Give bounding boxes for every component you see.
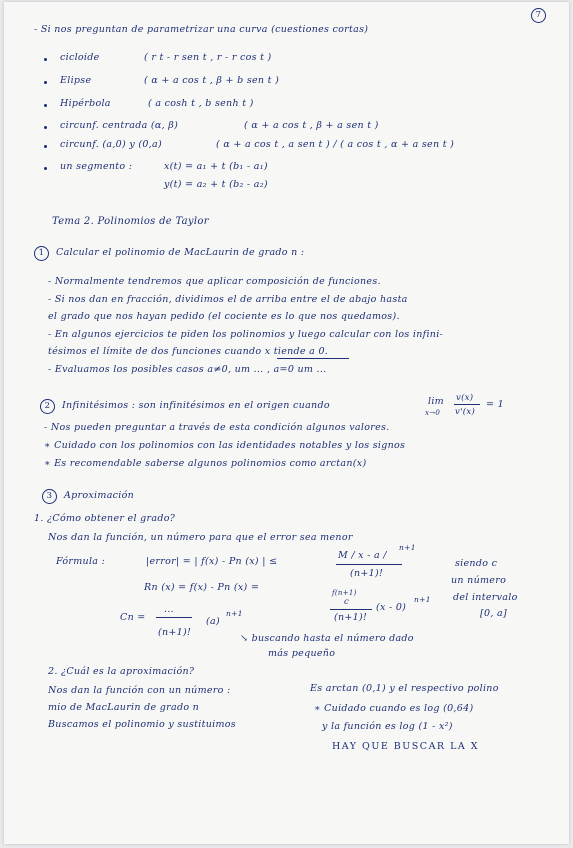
text-line: - Evaluamos los posibles casos a≠0, um ... , a=0 um ... (48, 364, 327, 375)
text-line: - Si nos dan en fracción, dividimos el de arriba entre el de abajo hasta (48, 294, 408, 305)
arrow-note: ↘ buscando hasta el número dado (240, 633, 414, 644)
page-number (531, 8, 546, 23)
text-line: Nos dan la función con un número : (48, 685, 231, 696)
bullet-dot (44, 104, 47, 107)
fraction-numerator: v(x) (456, 393, 474, 403)
section-title: Infinitésimos : son infinitésimos en el origen cuando (62, 400, 330, 411)
formula-exponent: n+1 (414, 595, 431, 604)
fraction-bar (330, 609, 372, 610)
formula-rhs: (x - 0) (376, 602, 407, 613)
text-line: ∗ Cuidado con los polinomios con las identidades notables y los signos (44, 440, 406, 451)
param-value: ( α + a cos t , β + b sen t ) (144, 75, 280, 86)
section-title: Calcular el polinomio de MacLaurin de grado n : (56, 247, 305, 258)
param-label: un segmento : (60, 161, 133, 172)
param-label: cicloide (60, 52, 100, 63)
page-number-text: 7 (535, 10, 542, 20)
cn-multiplier: (a) (206, 616, 220, 627)
param-label: circunf. (a,0) y (0,a) (60, 139, 162, 150)
param-value: ( a cosh t , b senh t ) (148, 98, 254, 109)
fraction-bar (336, 564, 402, 565)
formula-lhs: Rn (x) = f(x) - Pn (x) = (144, 582, 260, 593)
text-line: - Normalmente tendremos que aplicar composición de funciones. (48, 276, 381, 287)
bullet-dot (44, 126, 47, 129)
underline (277, 358, 349, 359)
fraction-denominator: v'(x) (455, 407, 476, 417)
param-value: ( α + a cos t , a sen t ) / ( a cos t , α + a sen t ) (216, 139, 455, 150)
cn-numerator: ... (164, 604, 174, 615)
section-number (34, 246, 49, 261)
cn-denominator: (n+1)! (158, 627, 192, 638)
formula-exponent: n+1 (399, 543, 416, 552)
side-note: [0, a] (480, 608, 507, 619)
text-line: ∗ Es recomendable saberse algunos polinomios como arctan(x) (44, 458, 367, 469)
text-line: - Nos pueden preguntar a través de esta condición algunos valores. (44, 422, 390, 433)
param-value: x(t) = a₁ + t (b₁ - a₁) (164, 161, 268, 172)
fraction-bar (156, 617, 192, 618)
formula-label: Fórmula : (56, 556, 106, 567)
bullet-dot (44, 145, 47, 148)
text-line: mio de MacLaurin de grado n (48, 702, 200, 713)
param-value: ( r t - r sen t , r - r cos t ) (144, 52, 272, 63)
text-line: - En algunos ejercicios te piden los polinomios y luego calcular con los infini- (48, 329, 444, 340)
limit-equals: = 1 (486, 399, 504, 410)
formula-derivative: f(n+1) (332, 589, 357, 597)
text-line: tésimos el límite de dos funciones cuando x tiende a 0. (48, 346, 329, 357)
formula-point: c (344, 597, 350, 607)
text-line: el grado que nos hayan pedido (el cociente es lo que nos quedamos). (48, 311, 400, 322)
section-number (42, 489, 57, 504)
param-label: Hipérbola (60, 98, 111, 109)
question-title: 2. ¿Cuál es la aproximación? (48, 666, 195, 677)
limit-subscript: x→0 (425, 409, 441, 417)
side-note: un número (451, 575, 507, 586)
intro-line: - Si nos preguntan de parametrizar una curva (cuestiones cortas) (34, 24, 369, 35)
text-line: Es arctan (0,1) y el respectivo polino (310, 683, 499, 694)
bullet-dot (44, 58, 47, 61)
formula-denominator: (n+1)! (350, 568, 384, 579)
limit-word: lim (428, 396, 444, 407)
section-number-text: 1 (38, 248, 45, 258)
highlight-note: HAY QUE BUSCAR LA X (332, 741, 480, 752)
formula-lhs: |error| = | f(x) - Pn (x) | ≤ (146, 556, 278, 567)
text-line: Buscamos el polinomio y sustituimos (48, 719, 236, 730)
section-number-text: 3 (46, 491, 53, 501)
bullet-dot (44, 167, 47, 170)
cn-lhs: Cn = (120, 612, 146, 623)
section-number (40, 399, 55, 414)
arrow-note: más pequeño (268, 648, 336, 659)
text-line: Nos dan la función, un número para que el error sea menor (48, 532, 353, 543)
fraction-bar (454, 404, 480, 405)
side-note: siendo c (455, 558, 498, 569)
cn-exponent: n+1 (226, 609, 243, 618)
text-line: y la función es log (1 - x²) (322, 721, 453, 732)
param-value: y(t) = a₂ + t (b₂ - a₂) (164, 179, 268, 190)
side-note: del intervalo (453, 592, 518, 603)
question-title: 1. ¿Cómo obtener el grado? (34, 513, 176, 524)
bullet-dot (44, 81, 47, 84)
formula-numerator: M / x - a / (338, 550, 387, 561)
text-line: ∗ Cuidado cuando es log (0,64) (314, 703, 474, 714)
param-label: circunf. centrada (α, β) (60, 120, 179, 131)
section-title: Aproximación (64, 490, 135, 501)
formula-denominator: (n+1)! (334, 612, 368, 623)
notebook-page (4, 2, 569, 844)
param-label: Elipse (60, 75, 92, 86)
section-number-text: 2 (44, 401, 51, 411)
tema-title: Tema 2. Polinomios de Taylor (52, 216, 209, 227)
param-value: ( α + a cos t , β + a sen t ) (244, 120, 379, 131)
